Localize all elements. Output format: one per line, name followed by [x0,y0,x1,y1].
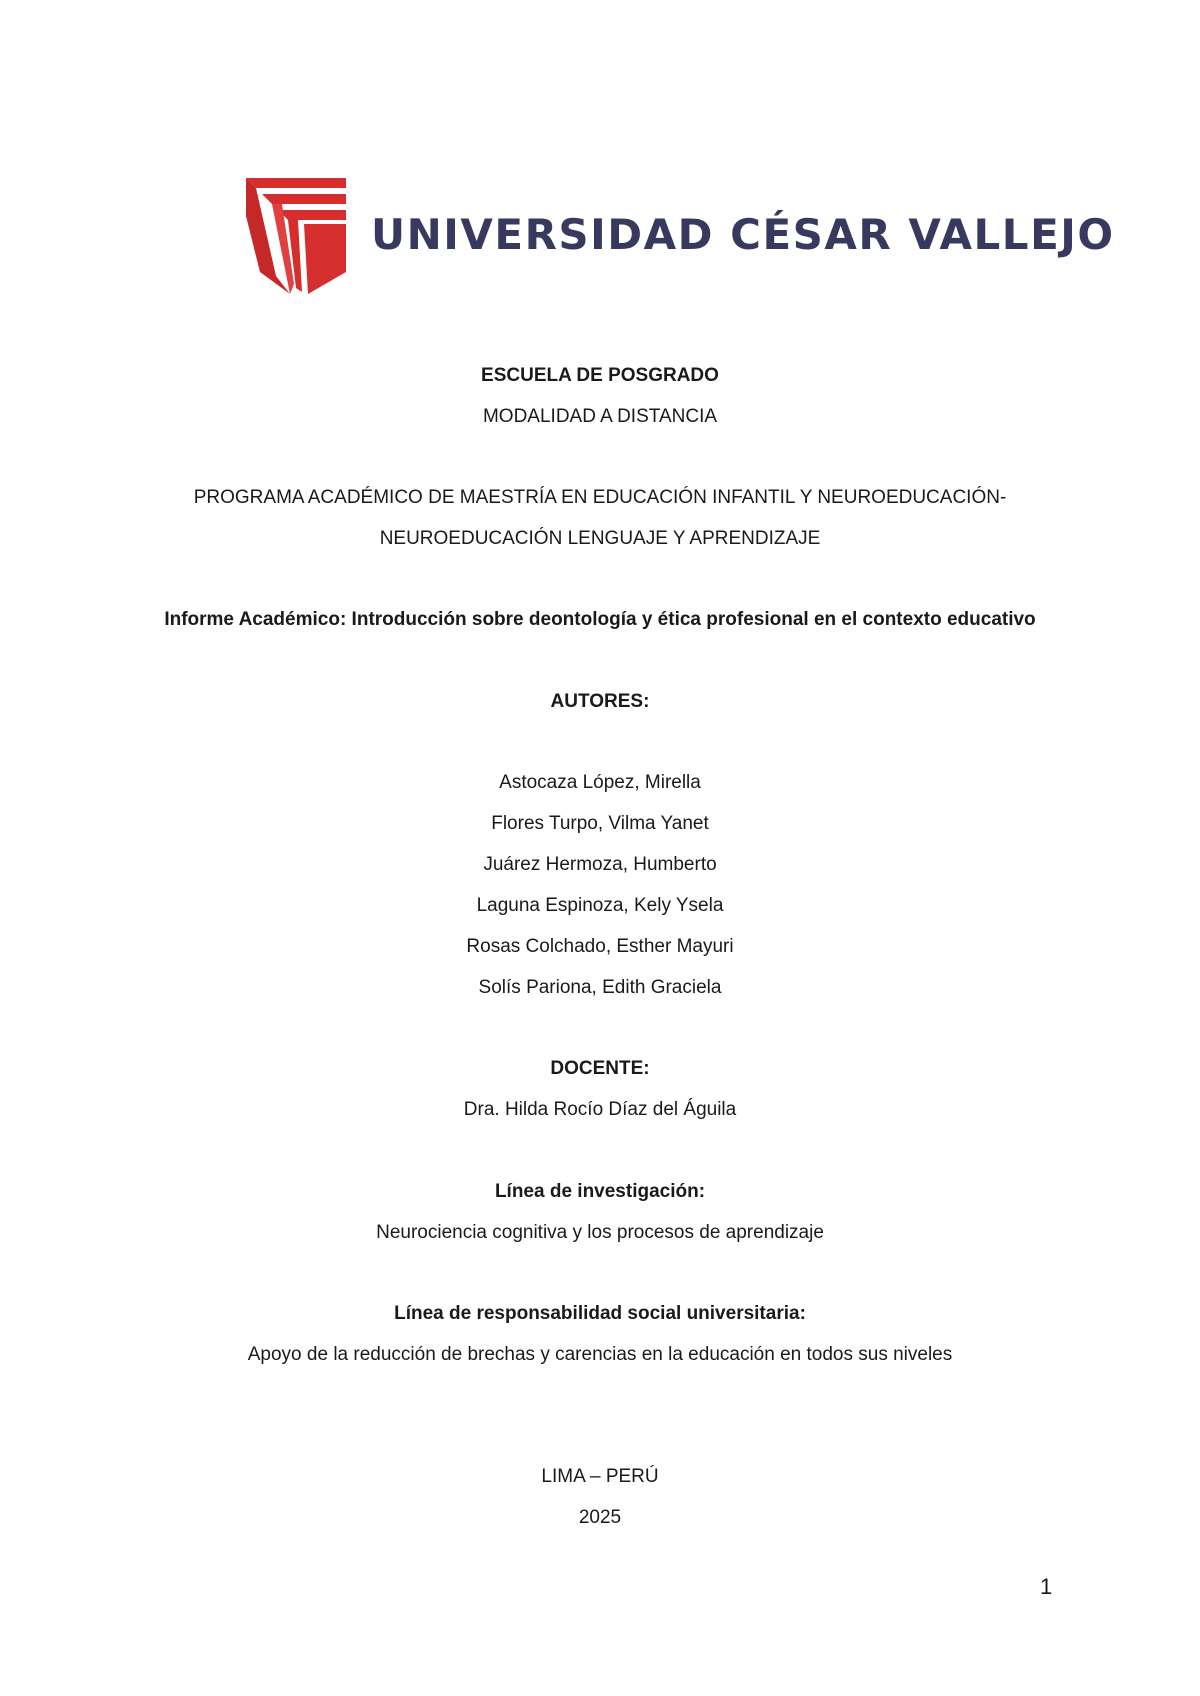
social-line-value: Apoyo de la reducción de brechas y carencias en la educación en todos sus niveles [247,1344,953,1365]
author-name: Flores Turpo, Vilma Yanet [491,813,709,834]
program-line-1: PROGRAMA ACADÉMICO DE MAESTRÍA EN EDUCACIÓN INFANTIL Y NEUROEDUCACIÓN- [193,487,1007,508]
research-line-value: Neurociencia cognitiva y los procesos de aprendizaje [376,1222,824,1243]
author-name: Solís Pariona, Edith Graciela [478,977,722,998]
university-name: UNIVERSIDAD CÉSAR VALLEJO [371,210,1115,259]
report-title: Informe Académico: Introducción sobre deontología y ética profesional en el contexto educativo [164,609,1036,630]
university-logo [246,176,1115,296]
teacher-name: Dra. Hilda Rocío Díaz del Águila [463,1099,737,1120]
social-line-heading: Línea de responsabilidad social universitaria: [394,1303,806,1324]
author-name: Juárez Hermoza, Humberto [483,854,717,875]
teacher-heading: DOCENTE: [550,1058,650,1079]
program-line-2: NEUROEDUCACIÓN LENGUAJE Y APRENDIZAJE [379,528,821,549]
school-name: ESCUELA DE POSGRADO [481,365,719,386]
author-name: Laguna Espinoza, Kely Ysela [476,895,724,916]
authors-heading: AUTORES: [550,691,650,712]
modality: MODALIDAD A DISTANCIA [482,406,718,427]
author-name: Rosas Colchado, Esther Mayuri [466,936,734,957]
author-name: Astocaza López, Mirella [499,772,701,793]
page-number: 1 [1040,1574,1053,1599]
year: 2025 [578,1507,622,1528]
research-line-heading: Línea de investigación: [494,1181,706,1202]
place: LIMA – PERÚ [541,1466,659,1487]
university-shield-icon [246,176,350,296]
